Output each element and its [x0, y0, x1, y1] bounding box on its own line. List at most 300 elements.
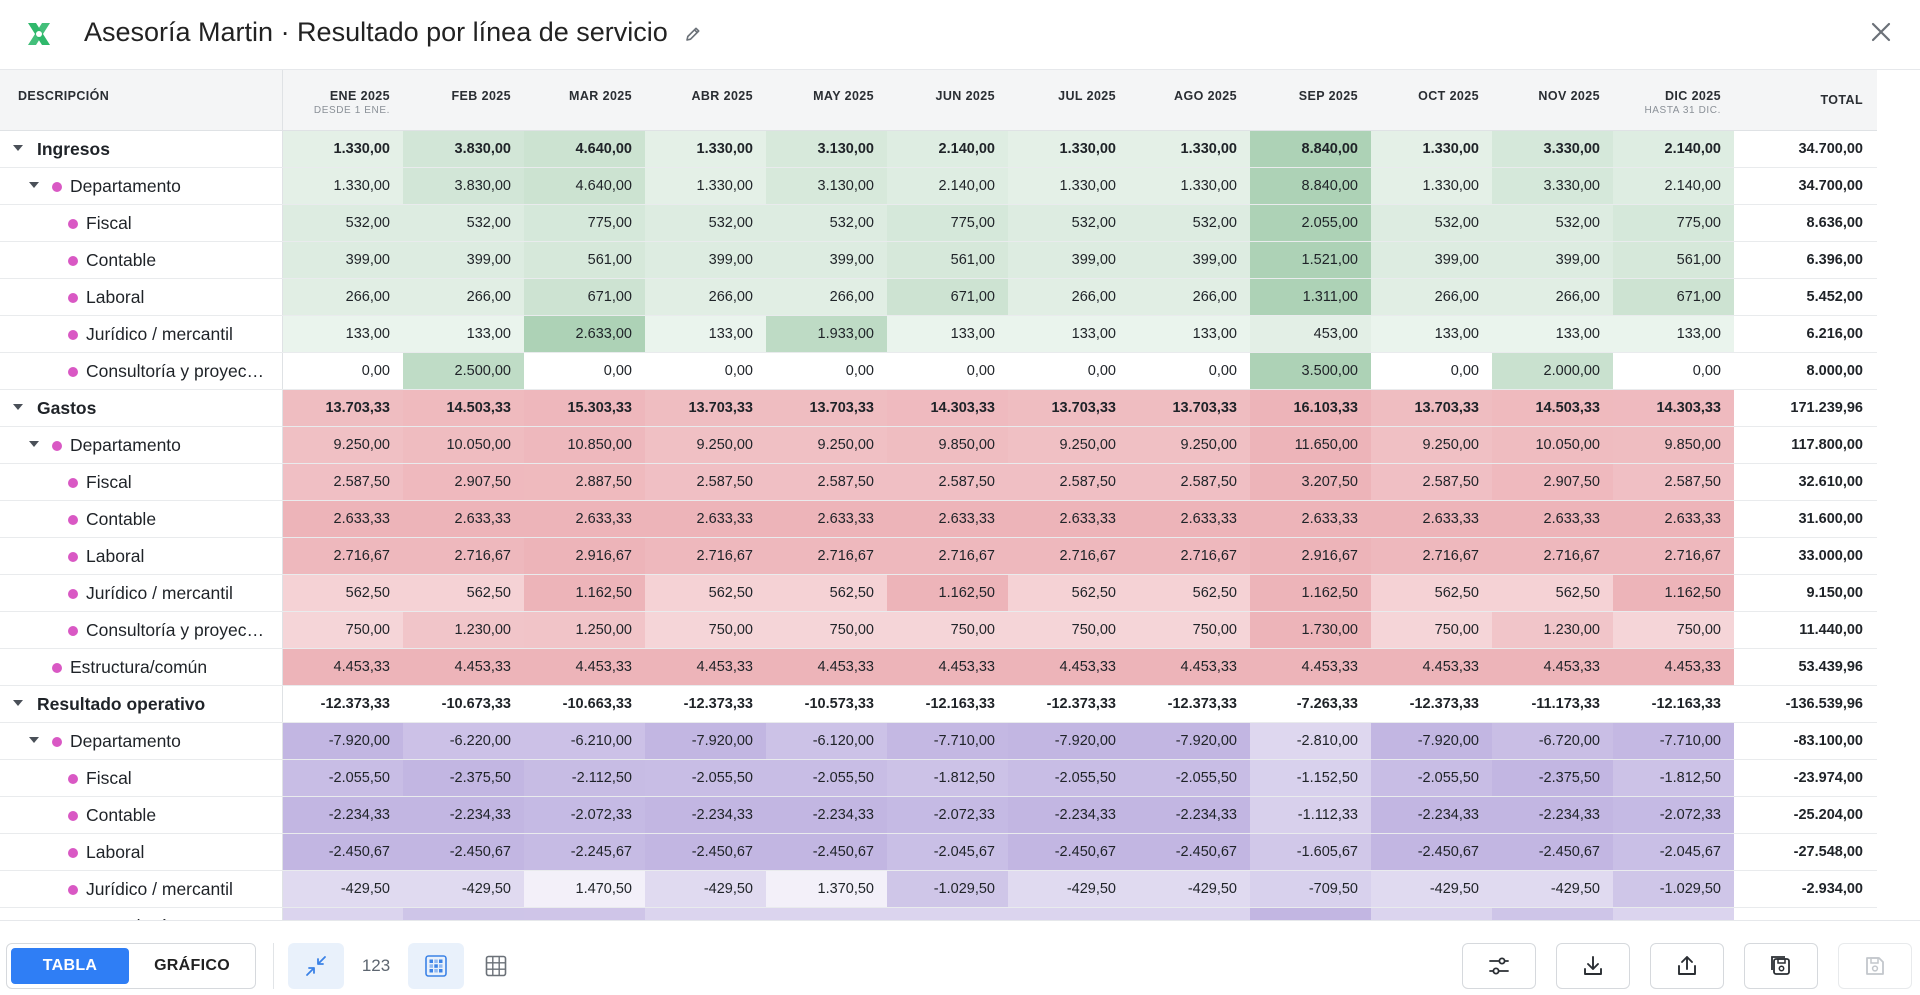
value-cell[interactable]: 750,00 [766, 611, 887, 648]
collapse-rows-button[interactable] [288, 943, 344, 989]
value-cell[interactable]: 4.453,33 [766, 648, 887, 685]
value-cell[interactable]: 562,50 [1492, 574, 1613, 611]
table-row[interactable] [0, 796, 1877, 833]
value-cell[interactable]: 562,50 [282, 574, 403, 611]
value-cell[interactable]: 775,00 [524, 204, 645, 241]
value-cell[interactable]: 2.000,00 [1492, 352, 1613, 389]
value-cell[interactable]: 14.503,33 [403, 389, 524, 426]
value-cell[interactable]: 2.716,67 [1371, 537, 1492, 574]
value-cell[interactable]: -2.072,33 [524, 796, 645, 833]
value-cell[interactable]: 2.916,67 [1250, 537, 1371, 574]
value-cell[interactable]: 0,00 [766, 352, 887, 389]
value-cell[interactable]: 2.916,67 [524, 537, 645, 574]
value-cell[interactable]: -2.234,33 [403, 796, 524, 833]
edit-title-button[interactable] [678, 19, 708, 49]
value-cell[interactable]: 399,00 [1492, 241, 1613, 278]
value-cell[interactable]: -429,50 [403, 870, 524, 907]
value-cell[interactable]: 532,00 [1371, 204, 1492, 241]
value-cell[interactable]: -1.112,33 [1250, 796, 1371, 833]
table-row[interactable] [0, 130, 1877, 167]
value-cell[interactable]: -2.055,50 [645, 759, 766, 796]
value-cell[interactable]: -7.920,00 [645, 722, 766, 759]
value-cell[interactable]: 2.633,00 [524, 315, 645, 352]
table-row[interactable] [0, 241, 1877, 278]
expand-caret-icon[interactable] [29, 441, 39, 447]
value-cell[interactable]: 750,00 [282, 611, 403, 648]
value-cell[interactable]: -11.173,33 [1492, 685, 1613, 722]
value-cell[interactable]: -1.605,67 [1250, 833, 1371, 870]
value-cell[interactable]: 2.633,33 [1371, 500, 1492, 537]
bullet-dot-icon [68, 330, 78, 340]
value-cell[interactable]: 3.830,00 [403, 130, 524, 167]
value-cell[interactable]: 133,00 [282, 315, 403, 352]
value-cell[interactable]: 2.633,33 [887, 500, 1008, 537]
total-cell: 8.000,00 [1734, 352, 1877, 389]
value-cell[interactable]: 750,00 [1129, 611, 1250, 648]
value-cell[interactable]: -1.812,50 [1613, 759, 1734, 796]
value-cell[interactable]: -2.450,67 [282, 833, 403, 870]
table-row[interactable] [0, 537, 1877, 574]
value-cell[interactable]: -1.029,50 [887, 870, 1008, 907]
value-cell[interactable]: 266,00 [1371, 278, 1492, 315]
download-button[interactable] [1556, 943, 1630, 989]
value-cell[interactable]: 266,00 [766, 278, 887, 315]
value-cell[interactable]: 2.716,67 [1008, 537, 1129, 574]
value-cell[interactable]: 1.230,00 [403, 611, 524, 648]
expand-caret-icon[interactable] [13, 700, 23, 706]
value-cell[interactable]: 532,00 [403, 204, 524, 241]
value-cell[interactable]: 2.633,33 [1613, 500, 1734, 537]
value-cell[interactable]: 0,00 [1129, 352, 1250, 389]
value-cell[interactable]: 750,00 [645, 611, 766, 648]
value-cell[interactable]: 2.716,67 [403, 537, 524, 574]
share-button[interactable] [1650, 943, 1724, 989]
value-cell[interactable]: -2.450,67 [1129, 833, 1250, 870]
value-cell[interactable]: -2.234,33 [1492, 796, 1613, 833]
value-cell[interactable]: 2.633,33 [282, 500, 403, 537]
value-cell[interactable]: -6.210,00 [524, 722, 645, 759]
value-cell[interactable]: 561,00 [887, 241, 1008, 278]
value-cell[interactable]: 0,00 [1613, 352, 1734, 389]
table-row[interactable] [0, 870, 1877, 907]
bullet-dot-icon [68, 811, 78, 821]
value-cell[interactable]: 9.250,00 [1371, 426, 1492, 463]
table-row[interactable] [0, 648, 1877, 685]
value-cell[interactable]: 4.453,33 [1613, 648, 1734, 685]
value-cell[interactable]: 133,00 [1008, 315, 1129, 352]
value-cell[interactable]: -12.373,33 [1129, 685, 1250, 722]
value-cell[interactable]: -12.163,33 [887, 685, 1008, 722]
close-button[interactable] [1862, 13, 1900, 51]
value-cell[interactable]: 133,00 [1129, 315, 1250, 352]
value-cell[interactable]: -10.663,33 [524, 685, 645, 722]
value-cell[interactable]: 9.250,00 [282, 426, 403, 463]
value-cell[interactable]: -12.373,33 [645, 685, 766, 722]
value-cell[interactable]: 2.140,00 [1613, 130, 1734, 167]
value-cell[interactable]: 1.330,00 [1008, 130, 1129, 167]
value-cell[interactable]: 3.330,00 [1492, 130, 1613, 167]
value-cell[interactable]: -2.055,50 [1371, 759, 1492, 796]
value-cell[interactable]: 1.230,00 [1492, 611, 1613, 648]
value-cell[interactable]: 1.162,50 [1613, 574, 1734, 611]
table-row[interactable] [0, 315, 1877, 352]
value-cell[interactable]: 133,00 [1613, 315, 1734, 352]
value-cell[interactable]: -1.029,50 [1613, 870, 1734, 907]
value-cell[interactable]: 1.250,00 [524, 611, 645, 648]
value-cell[interactable]: -2.045,67 [1613, 833, 1734, 870]
value-cell[interactable]: -429,50 [1371, 870, 1492, 907]
value-cell[interactable]: -2.055,50 [1008, 759, 1129, 796]
value-cell[interactable]: 562,50 [1008, 574, 1129, 611]
value-cell[interactable]: 671,00 [887, 278, 1008, 315]
value-cell[interactable]: -2.375,50 [1492, 759, 1613, 796]
value-cell[interactable]: 2.907,50 [403, 463, 524, 500]
table-row[interactable] [0, 500, 1877, 537]
value-cell[interactable]: 133,00 [1492, 315, 1613, 352]
value-cell[interactable]: -2.245,67 [524, 833, 645, 870]
show-numbers-toggle[interactable]: 123 [361, 956, 391, 975]
value-cell[interactable]: 2.587,50 [766, 463, 887, 500]
value-cell[interactable]: 9.250,00 [766, 426, 887, 463]
value-cell[interactable]: 4.453,33 [645, 648, 766, 685]
value-cell[interactable]: -12.163,33 [1613, 685, 1734, 722]
value-cell[interactable]: -7.920,00 [1371, 722, 1492, 759]
value-cell[interactable]: 399,00 [1008, 241, 1129, 278]
value-cell[interactable]: 2.716,67 [887, 537, 1008, 574]
value-cell[interactable]: 2.140,00 [887, 130, 1008, 167]
table-row[interactable] [0, 278, 1877, 315]
value-cell[interactable]: 2.055,00 [1250, 204, 1371, 241]
value-cell[interactable]: 1.330,00 [282, 167, 403, 204]
value-cell[interactable]: 561,00 [524, 241, 645, 278]
value-cell[interactable]: -429,50 [1129, 870, 1250, 907]
value-cell[interactable]: -2.072,33 [887, 796, 1008, 833]
expand-caret-icon[interactable] [13, 145, 23, 151]
value-cell[interactable]: -7.263,33 [1250, 685, 1371, 722]
value-cell[interactable]: 266,00 [1129, 278, 1250, 315]
value-cell[interactable]: 561,00 [1613, 241, 1734, 278]
value-cell[interactable]: 2.587,50 [1613, 463, 1734, 500]
value-cell[interactable]: 4.453,33 [1008, 648, 1129, 685]
value-cell[interactable]: 4.453,33 [1492, 648, 1613, 685]
value-cell[interactable]: 2.587,50 [1008, 463, 1129, 500]
value-cell[interactable]: 1.330,00 [1129, 167, 1250, 204]
value-cell[interactable]: 562,50 [645, 574, 766, 611]
value-cell[interactable]: 4.453,33 [887, 648, 1008, 685]
value-cell[interactable]: -2.450,67 [766, 833, 887, 870]
value-cell[interactable]: 4.453,33 [1371, 648, 1492, 685]
value-cell[interactable]: -6.720,00 [1492, 722, 1613, 759]
value-cell[interactable]: 14.503,33 [1492, 389, 1613, 426]
value-cell[interactable]: 2.587,50 [645, 463, 766, 500]
value-cell[interactable]: 2.716,67 [1492, 537, 1613, 574]
table-row[interactable] [0, 759, 1877, 796]
value-cell[interactable]: 532,00 [766, 204, 887, 241]
value-cell[interactable]: 3.500,00 [1250, 352, 1371, 389]
value-cell[interactable]: 14.303,33 [1613, 389, 1734, 426]
value-cell[interactable]: 133,00 [403, 315, 524, 352]
value-cell[interactable]: 1.330,00 [1008, 167, 1129, 204]
value-cell[interactable]: 4.453,33 [1250, 648, 1371, 685]
value-cell[interactable]: 2.140,00 [1613, 167, 1734, 204]
value-cell[interactable]: 2.633,33 [403, 500, 524, 537]
value-cell[interactable]: 2.633,33 [524, 500, 645, 537]
value-cell[interactable]: -12.373,33 [1371, 685, 1492, 722]
value-cell[interactable]: 562,50 [1371, 574, 1492, 611]
value-cell[interactable]: -1.812,50 [887, 759, 1008, 796]
value-cell[interactable]: 1.162,50 [1250, 574, 1371, 611]
value-cell[interactable]: 2.716,67 [1129, 537, 1250, 574]
value-cell[interactable]: 2.716,67 [645, 537, 766, 574]
value-cell[interactable]: 266,00 [1008, 278, 1129, 315]
value-cell[interactable]: -2.112,50 [524, 759, 645, 796]
value-cell[interactable]: 1.330,00 [645, 130, 766, 167]
value-cell[interactable]: 2.716,67 [766, 537, 887, 574]
value-cell[interactable]: 2.500,00 [403, 352, 524, 389]
value-cell[interactable]: 16.103,33 [1250, 389, 1371, 426]
value-cell[interactable]: -2.055,50 [282, 759, 403, 796]
value-cell[interactable]: 532,00 [1129, 204, 1250, 241]
value-cell[interactable]: 133,00 [887, 315, 1008, 352]
expand-caret-icon[interactable] [29, 182, 39, 188]
value-cell[interactable]: 10.050,00 [1492, 426, 1613, 463]
value-cell[interactable]: 266,00 [282, 278, 403, 315]
value-cell[interactable]: -7.710,00 [887, 722, 1008, 759]
value-cell[interactable]: 9.250,00 [645, 426, 766, 463]
value-cell[interactable]: 775,00 [887, 204, 1008, 241]
value-cell[interactable]: 2.887,50 [524, 463, 645, 500]
value-cell[interactable]: 532,00 [645, 204, 766, 241]
tab-chart[interactable]: GRÁFICO [154, 957, 230, 974]
value-cell[interactable]: -2.810,00 [1250, 722, 1371, 759]
value-cell[interactable]: 10.050,00 [403, 426, 524, 463]
save-copy-button[interactable] [1744, 943, 1818, 989]
value-cell[interactable]: 3.330,00 [1492, 167, 1613, 204]
value-cell[interactable]: -2.450,67 [1371, 833, 1492, 870]
value-cell[interactable]: -429,50 [1008, 870, 1129, 907]
value-cell[interactable]: 399,00 [1129, 241, 1250, 278]
value-cell[interactable]: 1.311,00 [1250, 278, 1371, 315]
value-cell[interactable]: 671,00 [1613, 278, 1734, 315]
value-cell[interactable]: -2.055,50 [1129, 759, 1250, 796]
value-cell[interactable]: 399,00 [766, 241, 887, 278]
value-cell[interactable]: 9.850,00 [1613, 426, 1734, 463]
value-cell[interactable]: -2.375,50 [403, 759, 524, 796]
table-row[interactable] [0, 574, 1877, 611]
value-cell[interactable]: 13.703,33 [766, 389, 887, 426]
value-cell[interactable]: 750,00 [887, 611, 1008, 648]
value-cell[interactable]: 775,00 [1613, 204, 1734, 241]
value-cell[interactable]: 532,00 [282, 204, 403, 241]
value-cell[interactable]: 1.330,00 [645, 167, 766, 204]
value-cell[interactable]: -2.072,33 [1613, 796, 1734, 833]
value-cell[interactable]: 4.640,00 [524, 130, 645, 167]
table-row[interactable] [0, 389, 1877, 426]
value-cell[interactable]: 1.521,00 [1250, 241, 1371, 278]
value-cell[interactable]: 11.650,00 [1250, 426, 1371, 463]
total-cell: 9.150,00 [1734, 574, 1877, 611]
value-cell[interactable]: -2.450,67 [645, 833, 766, 870]
value-cell[interactable]: 2.907,50 [1492, 463, 1613, 500]
value-cell[interactable]: -2.234,33 [282, 796, 403, 833]
value-cell[interactable]: 3.130,00 [766, 167, 887, 204]
value-cell[interactable]: 2.587,50 [1129, 463, 1250, 500]
table-row[interactable] [0, 611, 1877, 648]
value-cell[interactable]: 1.162,50 [887, 574, 1008, 611]
value-cell[interactable]: 2.140,00 [887, 167, 1008, 204]
value-cell[interactable]: -2.055,50 [766, 759, 887, 796]
value-cell[interactable]: -6.220,00 [403, 722, 524, 759]
table-row[interactable] [0, 463, 1877, 500]
value-cell[interactable]: 3.207,50 [1250, 463, 1371, 500]
table-row[interactable] [0, 204, 1877, 241]
tab-table[interactable]: TABLA [11, 948, 129, 984]
value-cell[interactable]: -10.573,33 [766, 685, 887, 722]
value-cell[interactable]: 4.453,33 [282, 648, 403, 685]
table-row[interactable] [0, 685, 1877, 722]
row-description [0, 352, 282, 389]
value-cell[interactable]: 399,00 [645, 241, 766, 278]
value-cell[interactable]: 2.633,33 [766, 500, 887, 537]
value-cell[interactable]: 4.453,33 [524, 648, 645, 685]
value-cell[interactable]: 266,00 [403, 278, 524, 315]
value-cell[interactable]: 0,00 [645, 352, 766, 389]
value-cell[interactable]: 10.850,00 [524, 426, 645, 463]
value-cell[interactable]: 133,00 [1371, 315, 1492, 352]
value-cell[interactable]: -6.120,00 [766, 722, 887, 759]
value-cell[interactable]: 266,00 [1492, 278, 1613, 315]
value-cell[interactable]: 562,50 [403, 574, 524, 611]
value-cell[interactable]: 453,00 [1250, 315, 1371, 352]
value-cell[interactable]: 13.703,33 [645, 389, 766, 426]
value-cell[interactable]: 1.162,50 [524, 574, 645, 611]
value-cell[interactable]: -429,50 [1492, 870, 1613, 907]
table-row[interactable] [0, 722, 1877, 759]
value-cell[interactable]: 0,00 [1008, 352, 1129, 389]
value-cell[interactable]: -709,50 [1250, 870, 1371, 907]
value-cell[interactable]: 2.716,67 [1613, 537, 1734, 574]
value-cell[interactable]: 8.840,00 [1250, 130, 1371, 167]
value-cell[interactable]: 2.587,50 [282, 463, 403, 500]
value-cell[interactable]: -7.710,00 [1613, 722, 1734, 759]
value-cell[interactable]: 2.587,50 [1371, 463, 1492, 500]
value-cell[interactable]: 1.470,50 [524, 870, 645, 907]
value-cell[interactable]: 1.370,50 [766, 870, 887, 907]
value-cell[interactable]: -10.673,33 [403, 685, 524, 722]
value-cell[interactable]: -7.920,00 [282, 722, 403, 759]
table-row[interactable] [0, 167, 1877, 204]
table-row[interactable] [0, 352, 1877, 389]
grid-lines-toggle[interactable] [468, 943, 524, 989]
value-cell[interactable]: 9.250,00 [1008, 426, 1129, 463]
value-cell[interactable]: -12.373,33 [1008, 685, 1129, 722]
value-cell[interactable]: 0,00 [524, 352, 645, 389]
value-cell[interactable]: -429,50 [645, 870, 766, 907]
value-cell[interactable]: -2.450,67 [1492, 833, 1613, 870]
value-cell[interactable]: 399,00 [282, 241, 403, 278]
value-cell[interactable]: -2.234,33 [1008, 796, 1129, 833]
value-cell[interactable]: 562,50 [766, 574, 887, 611]
value-cell[interactable]: 2.633,33 [1008, 500, 1129, 537]
results-table-container[interactable] [0, 70, 1920, 920]
value-cell[interactable]: 9.250,00 [1129, 426, 1250, 463]
value-cell[interactable]: 2.633,33 [1129, 500, 1250, 537]
value-cell[interactable]: 0,00 [282, 352, 403, 389]
value-cell[interactable]: 0,00 [1371, 352, 1492, 389]
value-cell[interactable]: 2.587,50 [887, 463, 1008, 500]
value-cell[interactable]: -7.920,00 [1008, 722, 1129, 759]
expand-caret-icon[interactable] [29, 737, 39, 743]
value-cell[interactable]: 133,00 [645, 315, 766, 352]
value-cell[interactable]: 13.703,33 [282, 389, 403, 426]
value-cell[interactable]: -2.045,67 [887, 833, 1008, 870]
expand-caret-icon[interactable] [13, 404, 23, 410]
value-cell[interactable]: -7.920,00 [1129, 722, 1250, 759]
save-button[interactable] [1838, 943, 1912, 989]
settings-button[interactable] [1462, 943, 1536, 989]
value-cell[interactable]: -2.234,33 [1129, 796, 1250, 833]
value-cell[interactable]: 13.703,33 [1129, 389, 1250, 426]
heatmap-toggle[interactable] [408, 943, 464, 989]
value-cell[interactable]: 1.330,00 [1371, 167, 1492, 204]
bullet-dot-icon [68, 885, 78, 895]
value-cell[interactable]: 13.703,33 [1008, 389, 1129, 426]
value-cell[interactable]: 15.303,33 [524, 389, 645, 426]
value-cell[interactable]: 2.633,33 [645, 500, 766, 537]
value-cell[interactable]: 2.633,33 [1250, 500, 1371, 537]
value-cell[interactable]: 266,00 [645, 278, 766, 315]
value-cell[interactable]: 399,00 [403, 241, 524, 278]
value-cell[interactable]: 1.330,00 [1371, 130, 1492, 167]
value-cell[interactable]: 750,00 [1008, 611, 1129, 648]
value-cell[interactable]: -2.234,33 [1371, 796, 1492, 833]
value-cell[interactable]: 14.303,33 [887, 389, 1008, 426]
value-cell[interactable]: -2.450,67 [403, 833, 524, 870]
value-cell[interactable]: 2.716,67 [282, 537, 403, 574]
value-cell[interactable]: 3.830,00 [403, 167, 524, 204]
table-row[interactable] [0, 426, 1877, 463]
value-cell[interactable]: -12.373,33 [282, 685, 403, 722]
value-cell[interactable]: 4.453,33 [403, 648, 524, 685]
value-cell[interactable]: 2.633,33 [1492, 500, 1613, 537]
value-cell[interactable]: 9.850,00 [887, 426, 1008, 463]
value-cell[interactable]: 1.730,00 [1250, 611, 1371, 648]
value-cell[interactable]: 8.840,00 [1250, 167, 1371, 204]
value-cell[interactable]: 1.933,00 [766, 315, 887, 352]
value-cell[interactable]: 532,00 [1492, 204, 1613, 241]
value-cell[interactable]: 750,00 [1613, 611, 1734, 648]
value-cell[interactable]: 0,00 [887, 352, 1008, 389]
value-cell[interactable]: 4.640,00 [524, 167, 645, 204]
value-cell[interactable]: -2.234,33 [645, 796, 766, 833]
value-cell[interactable]: 1.330,00 [1129, 130, 1250, 167]
value-cell[interactable]: -1.152,50 [1250, 759, 1371, 796]
value-cell[interactable]: -2.234,33 [766, 796, 887, 833]
value-cell[interactable]: 399,00 [1371, 241, 1492, 278]
value-cell[interactable]: -429,50 [282, 870, 403, 907]
value-cell[interactable]: 532,00 [1008, 204, 1129, 241]
value-cell[interactable]: 750,00 [1371, 611, 1492, 648]
table-row[interactable] [0, 833, 1877, 870]
value-cell[interactable]: 1.330,00 [282, 130, 403, 167]
column-header-month [403, 70, 524, 130]
value-cell[interactable]: 13.703,33 [1371, 389, 1492, 426]
value-cell[interactable]: 671,00 [524, 278, 645, 315]
value-cell[interactable]: -2.450,67 [1008, 833, 1129, 870]
value-cell[interactable]: 3.130,00 [766, 130, 887, 167]
value-cell[interactable]: 562,50 [1129, 574, 1250, 611]
value-cell[interactable]: 4.453,33 [1129, 648, 1250, 685]
